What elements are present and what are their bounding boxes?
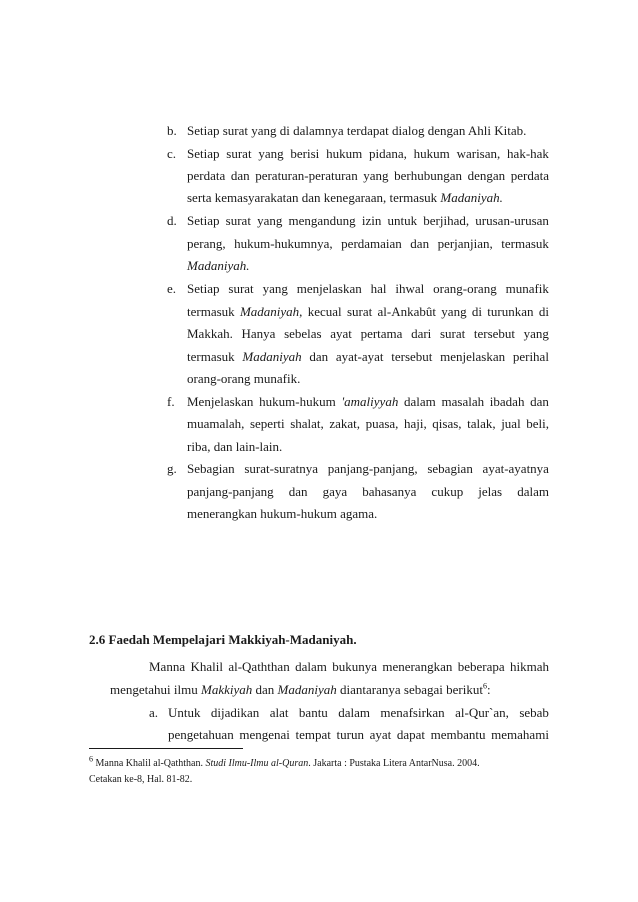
item-d-line-2: perang, hukum-hukumnya, perdamaian dan perjanjian, termasuk (187, 236, 549, 251)
footnote-publisher: . Jakarta : Pustaka Litera AntarNusa. 2004. (308, 758, 480, 769)
term-makkiyah: Makkiyah (200, 682, 253, 697)
item-e-line-1: Setiap surat yang menjelaskan hal ihwal orang-orang munafik (187, 281, 549, 296)
paragraph-line-2-post: diantaranya sebagai berikut (340, 682, 483, 697)
footnote-author: Manna Khalil al-Qaththan. (95, 758, 203, 769)
paragraph-line-2-end: : (486, 682, 491, 697)
paragraph-line-1: Manna Khalil al-Qaththan dalam bukunya menerangkan beberapa hikmah (149, 659, 549, 674)
list-label-g: g. (167, 461, 177, 476)
list-label-f: f. (167, 394, 175, 409)
item-f-line-2: muamalah, seperti shalat, zakat, puasa, haji, qisas, talak, jual beli, (187, 416, 549, 431)
item-f-line-1: Menjelaskan hukum-hukum 'amaliyyah dalam masalah ibadah dan (187, 394, 549, 409)
item-f-line-3: riba, dan lain-lain. (187, 439, 283, 454)
item-a-line-1: Untuk dijadikan alat bantu dalam menafsirkan al-Qur`an, sebab (168, 705, 549, 720)
footnote-ref[interactable]: 6 (482, 681, 487, 691)
item-e-line-5: orang-orang munafik. (187, 371, 301, 386)
paragraph-line-2 (110, 682, 491, 698)
item-b-line-1: Setiap surat yang di dalamnya terdapat dialog dengan Ahli Kitab. (187, 123, 527, 138)
footnote-title: Studi Ilmu-Ilmu al-Quran (205, 758, 309, 769)
footnote-separator (89, 748, 243, 749)
item-c-line-3: serta kemasyarakatan dan kenegaraan, termasuk Madaniyah. (187, 190, 503, 205)
list-label-b: b. (167, 123, 177, 138)
list-label-c: c. (167, 146, 177, 161)
list-label-e: e. (167, 281, 177, 296)
item-g-line-2: panjang-panjang dan gaya bahasanya cukup jelas dalam (187, 484, 549, 499)
item-d-line-1: Setiap surat yang mengandung izin untuk berjihad, urusan-urusan (187, 213, 549, 228)
item-e-line-3: Makkah. Hanya sebelas ayat pertama dari surat tersebut yang (187, 326, 549, 341)
item-e-line-2: termasuk Madaniyah, kecual surat al-Ankabût yang di turunkan di (187, 304, 549, 319)
section-heading: 2.6 Faedah Mempelajari Makkiyah-Madaniyah. (89, 632, 357, 647)
item-d-line-3: Madaniyah. (187, 258, 250, 273)
paragraph-line-2-pre: mengetahui ilmu (110, 682, 198, 697)
item-g-line-3: menerangkan hukum-hukum agama. (187, 506, 378, 521)
list-label-d: d. (167, 213, 177, 228)
item-c-line-2: perdata dan peraturan-peraturan yang berhubungan dengan perdata (187, 168, 549, 183)
item-a-line-2: pengetahuan mengenai tempat turun ayat dapat membantu memahami (168, 727, 549, 742)
item-e-line-4: termasuk Madaniyah dan ayat-ayat tersebut menjelaskan perihal (187, 349, 549, 364)
item-c-line-1: Setiap surat yang berisi hukum pidana, hukum warisan, hak-hak (187, 146, 549, 161)
footnote-line-1 (89, 754, 480, 770)
term-madaniyah: Madaniyah (277, 682, 337, 697)
list-label-a: a. (149, 705, 159, 720)
item-g-line-1: Sebagian surat-suratnya panjang-panjang, sebagian ayat-ayatnya (187, 461, 549, 476)
footnote-line-2: Cetakan ke-8, Hal. 81-82. (89, 774, 193, 785)
footnote-number: 6 (89, 754, 93, 764)
paragraph-line-2-mid: dan (255, 682, 275, 697)
